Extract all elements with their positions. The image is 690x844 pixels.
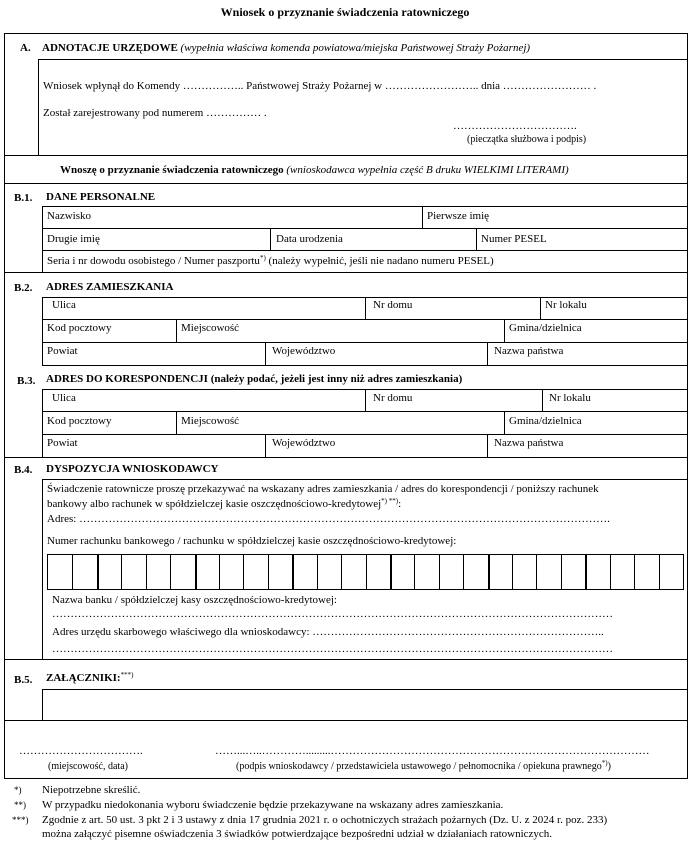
b5-header xyxy=(46,672,133,685)
account-digit-divider xyxy=(268,555,269,589)
account-digit-divider xyxy=(634,555,635,589)
field-birth-date[interactable]: Data urodzenia xyxy=(276,233,343,245)
b4-address-field[interactable]: Adres: ………………………………………………………………………………………………………………………………. xyxy=(47,513,610,525)
place-date-dots[interactable]: ……………………………. xyxy=(19,745,143,757)
b2-field-country[interactable]: Nazwa państwa xyxy=(494,345,564,357)
b2-field-commune[interactable]: Gmina/dzielnica xyxy=(509,322,582,334)
b2-field-postal-code[interactable]: Kod pocztowy xyxy=(47,322,112,334)
b3-field-county[interactable]: Powiat xyxy=(47,437,78,449)
id-doc-label: Seria i nr dowodu osobistego / Numer paszportu xyxy=(47,255,260,267)
b3-field-country[interactable]: Nazwa państwa xyxy=(494,437,564,449)
b2-field-house-no[interactable]: Nr domu xyxy=(373,299,413,311)
b3-field-house-no[interactable]: Nr domu xyxy=(373,392,413,404)
account-digit-divider xyxy=(170,555,171,589)
b3-field-commune[interactable]: Gmina/dzielnica xyxy=(509,415,582,427)
section-a-line2: Został zarejestrowany pod numerem …………… . xyxy=(43,107,267,119)
account-digit-divider xyxy=(292,555,294,589)
account-digit-divider xyxy=(536,555,537,589)
b3-field-flat-no[interactable]: Nr lokalu xyxy=(549,392,591,404)
footnote-mark-3: ***) xyxy=(12,815,29,825)
b3-label: B.3. xyxy=(17,375,36,387)
b4-label: B.4. xyxy=(14,464,33,476)
account-digit-divider xyxy=(463,555,464,589)
place-date-caption: (miejscowość, data) xyxy=(48,761,128,772)
b4-text-line1: Świadczenie ratownicze proszę przekazywać na wskazany adres zamieszkania / adres do korespondencji / poniższy rachunek xyxy=(47,483,599,495)
b3-heading: ADRES DO KORESPONDENCJI (należy podać, jeżeli jest inny niż adres zamieszkania) xyxy=(46,373,463,385)
b2-field-city[interactable]: Miejscowość xyxy=(181,322,240,334)
account-digit-divider xyxy=(219,555,220,589)
account-digit-divider xyxy=(610,555,611,589)
account-digit-divider xyxy=(195,555,197,589)
b4-account-label: Numer rachunku bankowego / rachunku w spółdzielczej kasie oszczędnościowo-kredytowej: xyxy=(47,535,457,547)
account-digit-divider xyxy=(146,555,147,589)
b2-heading: ADRES ZAMIESZKANIA xyxy=(46,281,174,293)
footnote-text-3: Zgodnie z art. 50 ust. 3 pkt 2 i 3 ustawy z dnia 17 grudnia 2021 r. o ochotniczych strażach pożarnych (Dz. U. z 2024 r. poz. 233) xyxy=(42,814,608,826)
signature-caption-end: ) xyxy=(607,761,611,772)
account-digit-divider xyxy=(512,555,513,589)
account-digit-divider xyxy=(390,555,392,589)
b4-text-line2 xyxy=(47,498,401,511)
section-a-header xyxy=(42,42,530,55)
account-digit-divider xyxy=(317,555,318,589)
b4-bank-name-label: Nazwa banku / spółdzielczej kasy oszczędnościowo-kredytowej: xyxy=(52,594,337,606)
account-digit-divider xyxy=(97,555,99,589)
b5-heading: ZAŁĄCZNIKI: xyxy=(46,672,121,684)
request-main: Wnoszę o przyznanie świadczenia ratowniczego xyxy=(60,164,284,176)
frame-left xyxy=(4,33,5,779)
b4-account-number-boxes[interactable] xyxy=(47,554,684,590)
frame-right xyxy=(687,33,688,779)
b4-heading: DYSPOZYCJA WNIOSKODAWCY xyxy=(46,463,219,475)
b3-field-postal-code[interactable]: Kod pocztowy xyxy=(47,415,112,427)
b2-field-voivodeship[interactable]: Województwo xyxy=(272,345,336,357)
b2-field-street[interactable]: Ulica xyxy=(52,299,76,311)
stamp-signature-dots: ……………………………. xyxy=(453,120,577,132)
b1-label: B.1. xyxy=(14,192,33,204)
b4-bank-name-field[interactable]: ……………………………………………………………………………………………………………………………………… xyxy=(52,608,613,620)
id-doc-note: (należy wypełnić, jeśli nie nadano numeru PESEL) xyxy=(268,255,494,267)
field-id-document[interactable] xyxy=(47,255,494,268)
signature-dots[interactable]: ……...…..………….........…………………………………………………………………………… xyxy=(215,745,650,757)
account-digit-divider xyxy=(243,555,244,589)
footnote-mark-2: **) xyxy=(14,800,26,810)
b4-text-line2-end: : xyxy=(398,498,402,510)
field-first-name[interactable]: Pierwsze imię xyxy=(427,210,490,222)
b2-field-flat-no[interactable]: Nr lokalu xyxy=(545,299,587,311)
account-digit-divider xyxy=(72,555,73,589)
account-digit-divider xyxy=(561,555,562,589)
signature-caption xyxy=(236,760,611,773)
b3-field-voivodeship[interactable]: Województwo xyxy=(272,437,336,449)
b4-text-line2-main: bankowy albo rachunek w spółdzielczej kasie oszczędnościowo-kredytowej xyxy=(47,498,382,510)
account-digit-divider xyxy=(121,555,122,589)
b1-heading: DANE PERSONALNE xyxy=(46,191,156,203)
frame-top xyxy=(4,33,688,34)
account-digit-divider xyxy=(366,555,367,589)
account-digit-divider xyxy=(341,555,342,589)
section-a-line1: Wniosek wpłynął do Komendy …………….. Państwowej Straży Pożarnej w …………………….. dnia …………………… . xyxy=(43,80,597,92)
section-a-note: (wypełnia właściwa komenda powiatowa/miejska Państwowej Straży Pożarnej) xyxy=(180,42,531,54)
account-digit-divider xyxy=(585,555,587,589)
b2-label: B.2. xyxy=(14,282,33,294)
section-a-heading: ADNOTACJE URZĘDOWE xyxy=(42,42,178,54)
b2-field-county[interactable]: Powiat xyxy=(47,345,78,357)
footnote-text-3-cont: można załączyć pisemne oświadczenia 3 świadków potwierdzające bezpośredni udział w działaniach ratowniczych. xyxy=(42,828,553,840)
id-doc-footnote-mark: *) xyxy=(259,254,266,262)
field-second-name[interactable]: Drugie imię xyxy=(47,233,100,245)
signature-caption-mark: *) xyxy=(601,759,608,767)
b5-footnote-mark: ***) xyxy=(120,671,134,679)
footnote-text-1: Niepotrzebne skreślić. xyxy=(42,784,141,796)
request-line xyxy=(60,164,569,177)
signature-caption-text: (podpis wnioskodawcy / przedstawiciela ustawowego / pełnomocnika / opiekuna prawnego xyxy=(236,761,602,772)
account-digit-divider xyxy=(414,555,415,589)
b4-text-footnote-mark: *) **) xyxy=(381,497,399,505)
b5-label: B.5. xyxy=(14,674,33,686)
footnote-mark-1: *) xyxy=(14,785,22,795)
b4-tax-office-field[interactable]: Adres urzędu skarbowego właściwego dla wnioskodawcy: …………………………………………………………………….. xyxy=(52,626,604,638)
account-digit-divider xyxy=(488,555,490,589)
page-title: Wniosek o przyznanie świadczenia ratowniczego xyxy=(220,5,470,19)
attachments-field[interactable] xyxy=(42,689,688,721)
footnote-text-2: W przypadku niedokonania wyboru świadczenie będzie przekazywane na wskazany adres zamieszkania. xyxy=(42,799,504,811)
request-note: (wnioskodawca wypełnia część B druku WIELKIMI LITERAMI) xyxy=(286,164,569,176)
account-digit-divider xyxy=(439,555,440,589)
field-surname[interactable]: Nazwisko xyxy=(47,210,91,222)
b3-field-street[interactable]: Ulica xyxy=(52,392,76,404)
field-pesel[interactable]: Numer PESEL xyxy=(481,233,547,245)
b3-field-city[interactable]: Miejscowość xyxy=(181,415,240,427)
stamp-signature-caption: (pieczątka służbowa i podpis) xyxy=(467,134,587,145)
account-digit-divider xyxy=(659,555,660,589)
section-a-label: A. xyxy=(20,42,31,54)
b4-tax-office-field-cont[interactable]: ……………………………………………………………………………………………………………………………………… xyxy=(52,643,613,655)
